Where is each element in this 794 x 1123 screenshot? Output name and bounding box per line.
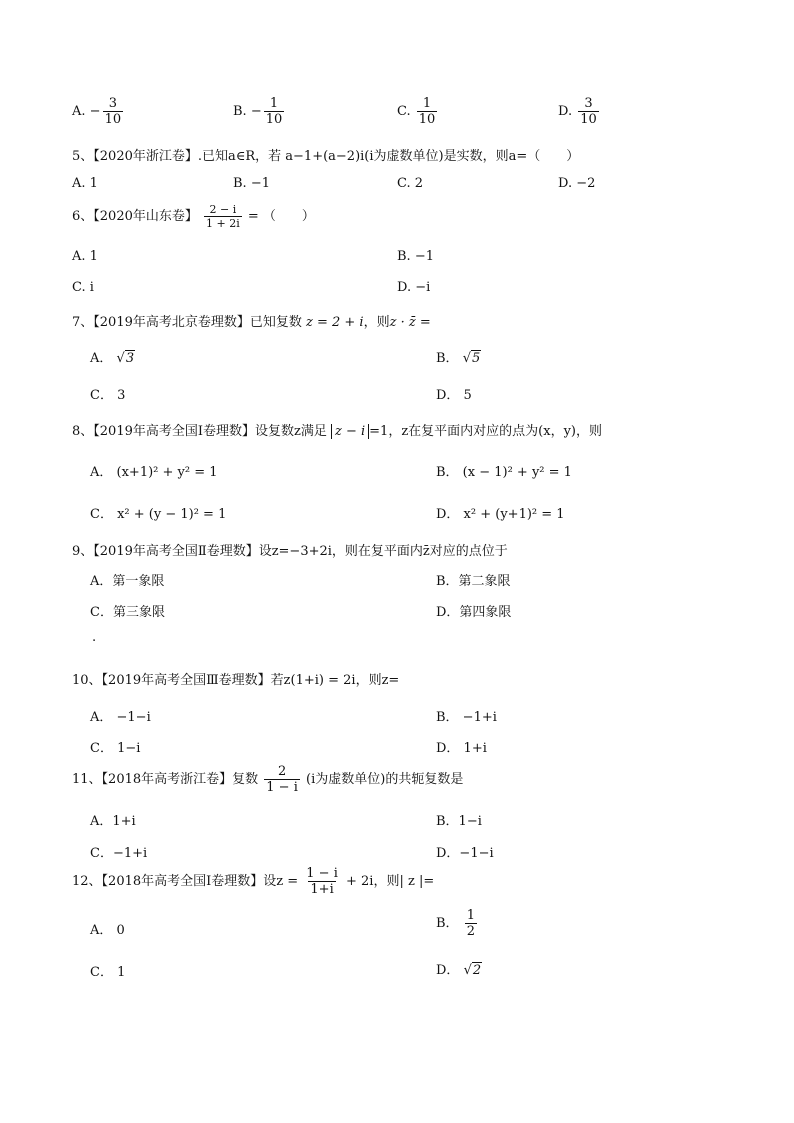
q8-option-c[interactable]: C． x² + (y − 1)² = 1 [90,507,227,522]
q4-option-d[interactable]: D. $\frac{3}{10}$ [558,96,597,127]
sqrt-symbol: √5 [462,351,481,366]
q4-option-c[interactable]: C. $\frac{1}{10}$ [397,96,436,127]
option-label: D. [558,104,573,119]
q10-option-c[interactable]: C． 1−i [90,741,141,756]
q5-stem: 5、【2020年浙江卷】.已知a∈R，若 a−1+(a−2)i(i为虚数单位)是实数，则a=（ ） [72,149,580,164]
q7-option-b[interactable]: B． √5 [436,351,481,366]
q9-option-c[interactable]: C．第三象限 [90,605,165,620]
q12-option-a[interactable]: A． 0 [90,923,125,938]
q10-option-d[interactable]: D． 1+i [436,741,487,756]
q4-option-a[interactable]: A. − $\frac{3}{10}$ [72,96,122,127]
q5-option-b[interactable]: B. −1 [233,176,270,191]
q11-option-a[interactable]: A．1+i [90,814,136,829]
q8-option-b[interactable]: B． (x − 1)² + y² = 1 [436,465,572,480]
q10-option-a[interactable]: A． −1−i [90,710,151,725]
q7-option-c[interactable]: C． 3 [90,388,126,403]
q7-stem: 7、【2019年高考北京卷理数】已知复数 z = 2 + i，则z · z̄ = [72,315,431,330]
q5-option-d[interactable]: D. −2 [558,176,596,191]
q7-option-a[interactable]: A． √3 [90,351,135,366]
stray-dot: . [92,630,97,645]
q11-option-c[interactable]: C．−1+i [90,846,148,861]
q9-option-b[interactable]: B．第二象限 [436,574,511,589]
q9-option-d[interactable]: D．第四象限 [436,605,512,620]
option-label: A. [72,104,86,119]
q6-option-a[interactable]: A. 1 [72,249,98,264]
q6-option-b[interactable]: B. −1 [397,249,434,264]
q11-option-b[interactable]: B．1−i [436,814,482,829]
q12-option-c[interactable]: C． 1 [90,965,126,980]
q6-option-d[interactable]: D. −i [397,280,431,295]
option-label: C. [397,104,411,119]
q11-option-d[interactable]: D．−1−i [436,846,494,861]
sqrt-symbol: √3 [116,351,135,366]
q5-option-c[interactable]: C. 2 [397,176,424,191]
q9-stem: 9、【2019年高考全国Ⅱ卷理数】设z=−3+2i，则在复平面内z̄对应的点位于 [72,544,508,559]
q8-stem: 8、【2019年高考全国Ⅰ卷理数】设复数z满足 z − i =1，z在复平面内对应的点为(x，y)，则 [72,424,602,439]
sqrt-symbol: √2 [463,963,482,978]
q10-stem: 10、【2019年高考全国Ⅲ卷理数】若z(1+i) = 2i，则z= [72,673,400,688]
q7-option-d[interactable]: D． 5 [436,388,472,403]
q12-option-b[interactable]: B． $\frac{1}{2}$ [436,908,475,939]
q4-option-b[interactable]: B. − $\frac{1}{10}$ [233,96,283,127]
q11-stem: 11、【2018年高考浙江卷】复数 $\frac{2}{1 - i}$ (i为虚数单位)的共轭复数是 [72,764,464,795]
q6-stem: 6、【2020年山东卷】 $\frac{2 - i}{1 + 2i}$ = （ ） [72,203,315,230]
q12-option-d[interactable]: D． √2 [436,963,482,978]
q9-option-a[interactable]: A．第一象限 [90,574,165,589]
q8-option-a[interactable]: A． (x+1)² + y² = 1 [90,465,218,480]
option-label: B. [233,104,247,119]
q6-option-c[interactable]: C. i [72,280,94,295]
q5-option-a[interactable]: A. 1 [72,176,98,191]
q10-option-b[interactable]: B． −1+i [436,710,497,725]
q8-option-d[interactable]: D． x² + (y+1)² = 1 [436,507,565,522]
q12-stem: 12、【2018年高考全国Ⅰ卷理数】设z = $\frac{1 - i}{1+i}$ + 2i，则| z |= [72,866,435,897]
